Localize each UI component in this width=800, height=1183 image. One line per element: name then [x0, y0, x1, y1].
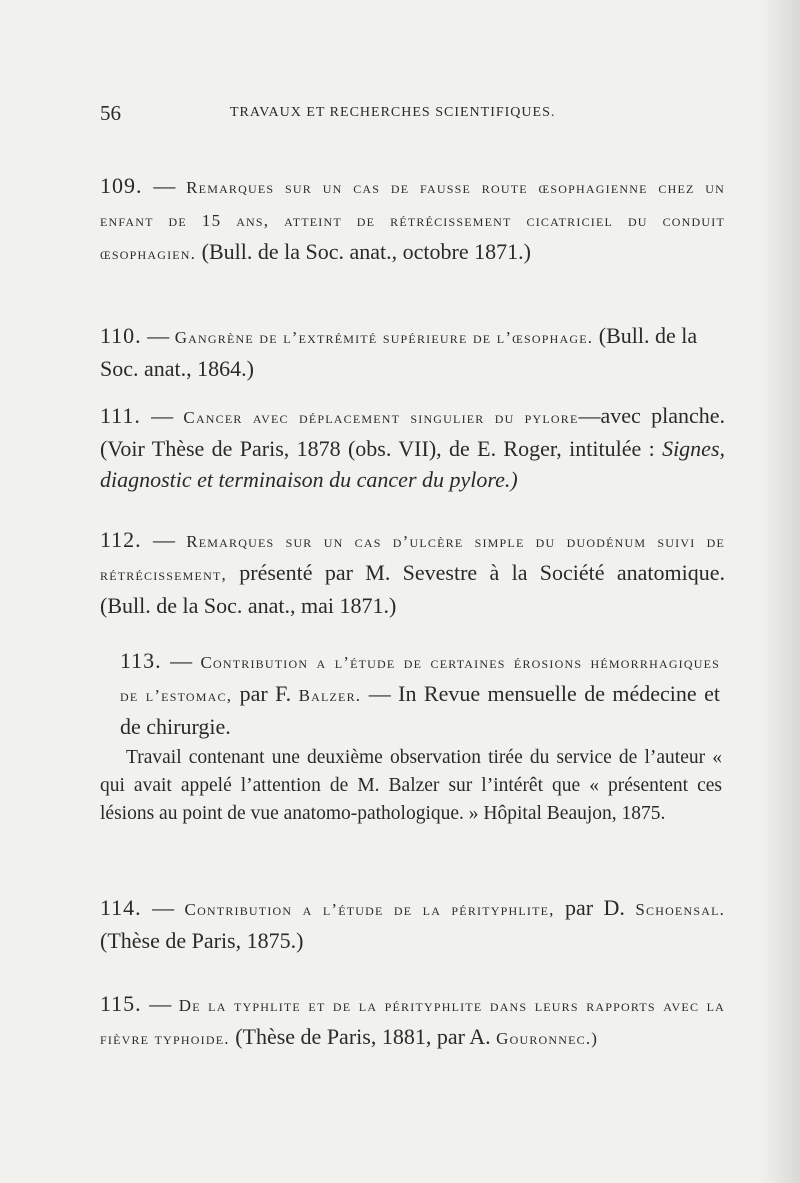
running-title: TRAVAUX ET RECHERCHES SCIENTIFIQUES.	[230, 105, 556, 120]
entry-112	[100, 524, 725, 621]
note-paragraph: Travail contenant une deuxième observation tirée du service de l’auteur « qui avait appelé l’attention de M. Balzer sur l’intérêt que « présentent ces lésions au point de vue anatomo-pathologique. » Hôpital Beaujon, 1875.	[100, 747, 722, 824]
entry-author-prefix: par F.	[239, 681, 292, 706]
entry-dash: —	[170, 648, 193, 673]
entry-author: Gouronnec.)	[496, 1029, 599, 1048]
entry-number: 114.	[100, 895, 142, 920]
entry-reference: (Thèse de Paris, 1875.)	[100, 928, 304, 953]
entry-reference: (Bull. de la Soc. anat., octobre 1871.)	[201, 239, 531, 264]
entry-number: 112.	[100, 527, 142, 552]
entry-title: Remarques sur un cas d’ulcère simple du duodénum suivi de rétrécissement,	[100, 532, 726, 584]
entry-114	[100, 892, 725, 956]
entry-reference: présenté par M. Sevestre à la Société anatomique. (Bull. de la Soc. anat., mai 1871.)	[100, 560, 725, 618]
entry-dash: —	[153, 173, 176, 198]
entry-dash: —	[151, 403, 174, 428]
entry-title: Remarques sur un cas de fausse route œsophagienne chez un enfant de 15 ans, atteint de rétrécissement cicatriciel du conduit œsophagien.	[100, 178, 726, 263]
entry-italic-title: Signes, diagnostic et terminaison du cancer du pylore.)	[100, 436, 726, 492]
entry-title: Cancer avec déplacement singulier du pylore	[183, 408, 579, 427]
entry-reference: (Thèse de Paris, 1881, par	[235, 1024, 465, 1049]
entry-number: 109.	[100, 173, 143, 198]
entry-110	[100, 320, 725, 384]
entry-title: Contribution a l’étude de la pérityphlite,	[184, 900, 555, 919]
entry-number: 111.	[100, 403, 141, 428]
entry-number: 110.	[100, 323, 142, 348]
entry-author-prefix: A.	[469, 1024, 491, 1049]
entry-title: Contribution a l’étude de certaines érosions hémorrhagiques de l’estomac,	[120, 653, 721, 705]
entry-number: 113.	[120, 648, 162, 673]
entry-dash: —	[147, 323, 170, 348]
entry-reference: — In Revue mensuelle de médecine et de chirurgie.	[120, 681, 721, 739]
entry-reference: (Bull. de la Soc. anat., 1864.)	[100, 323, 698, 381]
page-edge-shadow	[760, 0, 800, 1183]
entry-number: 115.	[100, 991, 142, 1016]
entry-reference: —avec planche. (Voir Thèse de Paris, 1878 (obs. VII), de E. Roger, intitulée :	[100, 403, 725, 461]
entry-dash: —	[152, 527, 175, 552]
entry-dash: —	[152, 895, 175, 920]
entry-title: De la typhlite et de la pérityphlite dans leurs rapports avec la fièvre typhoide.	[100, 996, 726, 1048]
page-header	[100, 101, 720, 131]
entry-title: Gangrène de l’extrémité supérieure de l’œsophage.	[174, 328, 594, 347]
page-number: 56	[100, 101, 121, 125]
entry-113	[120, 645, 720, 742]
entry-111	[100, 400, 725, 495]
entry-author: Schoensal.	[635, 900, 726, 919]
entry-109	[100, 170, 725, 269]
entry-dash: —	[149, 991, 172, 1016]
entry-author-prefix: par D.	[565, 895, 625, 920]
entry-115	[100, 988, 725, 1054]
entry-author: Balzer.	[298, 686, 362, 705]
